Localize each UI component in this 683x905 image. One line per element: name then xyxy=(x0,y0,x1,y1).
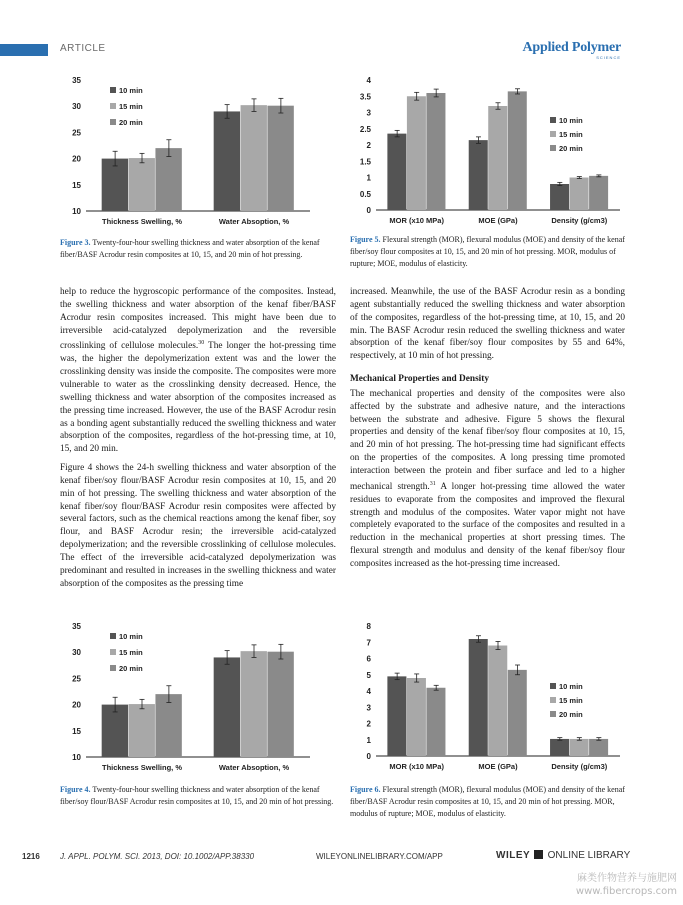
bar xyxy=(129,704,155,757)
legend-label: 15 min xyxy=(559,130,583,139)
y-tick-label: 15 xyxy=(72,180,81,190)
figure-6-label: Figure 6. xyxy=(350,785,381,794)
y-tick-label: 15 xyxy=(72,726,81,736)
y-tick-label: 25 xyxy=(72,674,81,684)
x-tick-label: MOR (x10 MPa) xyxy=(389,762,444,771)
y-tick-label: 35 xyxy=(72,622,81,631)
figure-4-chart xyxy=(60,618,340,778)
x-tick-label: Density (g/cm3) xyxy=(551,216,608,225)
x-tick-label: Density (g/cm3) xyxy=(551,762,608,771)
x-tick-label: Water Absoption, % xyxy=(218,217,290,226)
legend-label: 10 min xyxy=(119,86,143,95)
figure-6-chart xyxy=(352,618,627,778)
bar xyxy=(387,134,406,210)
legend-swatch xyxy=(110,633,116,639)
paragraph-text: The longer the hot-pressing time was, the higher the depolymerization extent was and the lower the crosslinking density was inside the composite. The composites were more vulnerable to water as the crosslinking density decreased. Hence, the swelling thickness and water absorption of the composites increased as the pressing time increased. However, the use of the BASF Acrodur resin as a bonding agent substantially reduced the swelling thickness and water absorption of the composites, regardless of the hot-pressing time, at 10, 15, and 20 min. xyxy=(60,341,336,455)
figure-6-caption-text: Flexural strength (MOR), flexural modulus (MOE) and density of the kenaf fiber/BASF Acrodur resin composites at 10, 15, and 20 min of hot pressing. MOR, modulus of rupture; MOE, modulus of elasticity. xyxy=(350,785,625,818)
y-tick-label: 30 xyxy=(72,102,81,112)
legend-label: 15 min xyxy=(119,102,143,111)
bar xyxy=(102,705,128,757)
y-tick-label: 3.5 xyxy=(359,92,371,102)
reference-superscript: 30 xyxy=(198,340,205,347)
journal-citation: J. APPL. POLYM. SCI. 2013, DOI: 10.1002/APP.38330 xyxy=(60,852,255,861)
y-tick-label: 0 xyxy=(366,752,371,761)
bar xyxy=(508,670,527,756)
bar xyxy=(155,694,181,757)
legend-label: 20 min xyxy=(559,710,583,719)
legend-label: 10 min xyxy=(559,682,583,691)
bar xyxy=(241,651,267,757)
legend-swatch xyxy=(550,131,556,137)
bar xyxy=(407,678,426,756)
legend-swatch xyxy=(110,665,116,671)
header-accent-bar xyxy=(0,44,48,56)
bar xyxy=(387,676,406,756)
publisher-book-icon xyxy=(534,850,543,859)
journal-logo-subtitle: SCIENCE xyxy=(596,55,621,60)
left-text-column xyxy=(60,286,336,597)
bar xyxy=(426,688,445,756)
figure-4-label: Figure 4. xyxy=(60,785,91,794)
legend-swatch xyxy=(110,103,116,109)
x-tick-label: MOR (x10 MPa) xyxy=(389,216,444,225)
y-tick-label: 6 xyxy=(366,654,371,664)
y-tick-label: 3 xyxy=(366,703,371,713)
watermark-line-1: 麻类作物营养与施肥网 xyxy=(577,873,677,884)
page-number: 1216 xyxy=(22,852,40,861)
paragraph-text: A longer hot-pressing time allowed the water residues to evaporate from the composites and improved the flexural strength and modulus of the composites. Water vapor might not have completely evaporated to the surface of the composites and resulted in a reduction in the mechanical properties at short pressing times. The flexural strength and modulus and density of the kenaf fiber/soy flour composites increased as the hot-pressing time increased. xyxy=(350,481,625,569)
journal-website-link[interactable]: WILEYONLINELIBRARY.COM/APP xyxy=(316,852,443,861)
legend-swatch xyxy=(550,117,556,123)
paragraph: Figure 4 shows the 24-h swelling thickness and water absorption of the kenaf fiber/soy flour/BASF Acrodur resin composites at 10, 15, and 20 min of hot pressing. The swelling thickness and water absorption of the kenaf fiber/soy flour/BASF Acrodur resin composites were affected by several factors, such as the chemical reactions among the kenaf fiber, soy flour, and BASF Acrodur resin; the irreversible acid-catalyzed depolymerization; and the reversible crosslinking of cellulose molecules. The effect of the irreversible acid-catalyzed depolymerization was predominant and resulted in increases in the swelling thickness and water absorption of the composites as the pressing time xyxy=(60,463,336,589)
legend-swatch xyxy=(550,697,556,703)
y-tick-label: 35 xyxy=(72,76,81,85)
y-tick-label: 5 xyxy=(366,670,371,680)
watermark xyxy=(576,872,677,898)
figure-4-caption-text: Twenty-four-hour swelling thickness and water absorption of the kenaf fiber/soy flour/BASF Acrodur resin composites at 10, 15, and 20 min of hot pressing. xyxy=(60,785,334,806)
figure-5-caption xyxy=(350,234,625,270)
bar xyxy=(550,184,569,210)
legend-label: 20 min xyxy=(119,664,143,673)
y-tick-label: 8 xyxy=(366,622,371,631)
bar xyxy=(241,105,267,211)
legend-label: 10 min xyxy=(559,116,583,125)
legend-label: 20 min xyxy=(559,144,583,153)
legend-swatch xyxy=(110,119,116,125)
bar xyxy=(426,93,445,210)
x-tick-label: MOE (GPa) xyxy=(478,216,518,225)
figure-5-chart xyxy=(352,72,627,232)
bar xyxy=(488,106,507,210)
watermark-line-2: www.fibercrops.com xyxy=(575,886,677,897)
paragraph xyxy=(60,286,336,456)
bar xyxy=(407,96,426,210)
legend-swatch xyxy=(110,87,116,93)
figure-5-label: Figure 5. xyxy=(350,235,381,244)
bar xyxy=(267,652,293,757)
paragraph-text: The mechanical properties and density of the composites were also affected by the substrate and adhesive nature, and the interactions between the substrate and adhesive. Figure 5 shows the flexural properties and density of the kenaf fiber/soy flour composites at 10, 15, and 20 min of hot pressing. The hot-pressing time had significant effects on the properties of the composites. A long pressing time promoted interaction between the protein and fiber surface and led to a higher mechanical strength. xyxy=(350,388,625,492)
figure-3-label: Figure 3. xyxy=(60,238,91,247)
legend-swatch xyxy=(550,683,556,689)
y-tick-label: 3 xyxy=(366,108,371,118)
legend-swatch xyxy=(550,711,556,717)
publisher-logo-text: ONLINE LIBRARY xyxy=(547,850,631,861)
x-tick-label: Water Absoption, % xyxy=(218,763,290,772)
figure-4-caption xyxy=(60,784,336,808)
y-tick-label: 1 xyxy=(366,735,371,745)
x-tick-label: Thickness Swelling, % xyxy=(101,217,183,226)
paragraph xyxy=(350,388,625,571)
section-heading: Mechanical Properties and Density xyxy=(350,374,490,385)
y-tick-label: 4 xyxy=(366,687,371,696)
y-tick-label: 25 xyxy=(72,128,81,138)
bar xyxy=(570,739,589,756)
bar xyxy=(570,178,589,211)
legend-swatch xyxy=(110,649,116,655)
section-label: ARTICLE xyxy=(60,43,106,54)
y-tick-label: 10 xyxy=(72,753,81,762)
bar xyxy=(469,140,488,210)
y-tick-label: 1.5 xyxy=(359,157,371,167)
y-tick-label: 7 xyxy=(366,638,371,648)
figure-3-caption xyxy=(60,237,336,261)
legend-label: 20 min xyxy=(119,118,143,127)
legend-label: 15 min xyxy=(559,696,583,705)
y-tick-label: 20 xyxy=(72,154,81,164)
right-text-column xyxy=(350,286,625,577)
x-tick-label: MOE (GPa) xyxy=(478,762,518,771)
bar xyxy=(508,91,527,210)
bar xyxy=(488,646,507,757)
bar xyxy=(550,739,569,756)
y-tick-label: 2 xyxy=(366,719,371,729)
journal-logo: Applied Polymer xyxy=(522,40,621,55)
figure-6-caption xyxy=(350,784,625,820)
y-tick-label: 4 xyxy=(366,76,371,85)
y-tick-label: 30 xyxy=(72,648,81,658)
paragraph: increased. Meanwhile, the use of the BASF Acrodur resin as a bonding agent substantially reduced the swelling thickness and water absorption of the composites, regardless of the hot-pressing time, at 10, 15, and 20 min. The BASF Acrodur resin reduced the swelling thickness and water absorption of the kenaf fiber/soy flour composites by 55 and 64%, respectively, at 10 min of hot pressing. xyxy=(350,287,625,362)
bar xyxy=(589,176,608,210)
bar xyxy=(267,106,293,211)
y-tick-label: 20 xyxy=(72,700,81,710)
bar xyxy=(129,158,155,211)
paragraph-text: help to reduce the hygroscopic performance of the composites. Instead, the swelling thickness and water absorption of the kenaf fiber/BASF Acrodur resin composites increased. This might have been due to irreversible acid-catalyzed depolymerization and the reversible crosslinking of cellulose molecules. xyxy=(60,287,336,352)
publisher-logo xyxy=(496,850,630,861)
publisher-logo-wordmark: WILEY xyxy=(496,850,531,861)
legend-swatch xyxy=(550,145,556,151)
y-tick-label: 0 xyxy=(366,206,371,215)
legend-label: 10 min xyxy=(119,632,143,641)
figure-5-caption-text: Flexural strength (MOR), flexural modulus (MOE) and density of the kenaf fiber/soy flour composites at 10, 15, and 20 min of hot pressing. MOR, modulus of rupture; MOE, modulus of elasticity. xyxy=(350,235,625,268)
bar xyxy=(102,159,128,211)
bar xyxy=(214,657,240,757)
figure-3-caption-text: Twenty-four-hour swelling thickness and water absorption of the kenaf fiber/BASF Acrodur resin composites at 10, 15, and 20 min of hot pressing. xyxy=(60,238,320,259)
y-tick-label: 10 xyxy=(72,207,81,216)
bar xyxy=(155,148,181,211)
y-tick-label: 1 xyxy=(366,173,371,183)
bar xyxy=(589,739,608,756)
bar xyxy=(214,111,240,211)
reference-superscript: 31 xyxy=(429,480,436,487)
bar xyxy=(469,639,488,756)
figure-3-chart xyxy=(60,72,340,232)
y-tick-label: 2.5 xyxy=(359,124,371,134)
legend-label: 15 min xyxy=(119,648,143,657)
y-tick-label: 0.5 xyxy=(359,189,371,199)
x-tick-label: Thickness Swelling, % xyxy=(101,763,183,772)
y-tick-label: 2 xyxy=(366,141,371,150)
